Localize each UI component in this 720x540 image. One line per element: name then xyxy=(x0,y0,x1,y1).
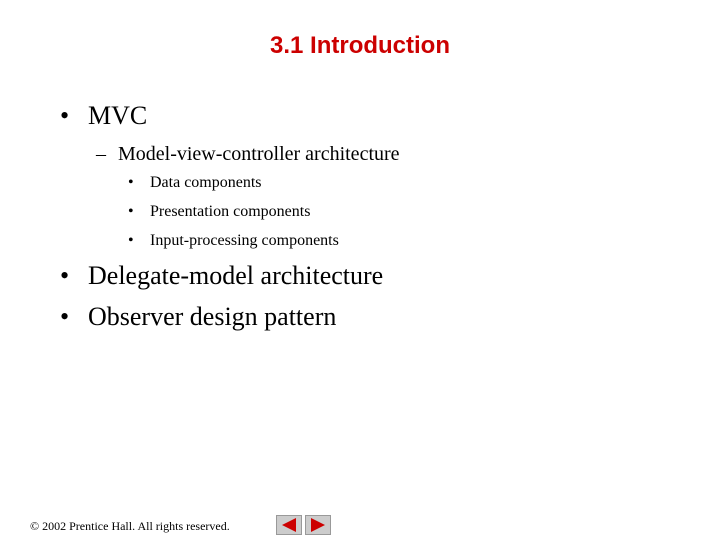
bullet-marker: • xyxy=(128,203,134,220)
bullet-marker: • xyxy=(128,232,134,249)
sub-sub-bullet-input-processing xyxy=(128,231,339,251)
sub-sub-bullet-text: Input-processing components xyxy=(150,232,339,249)
bullet-marker: • xyxy=(60,261,70,290)
sub-sub-bullet-presentation xyxy=(128,202,310,222)
bullet-delegate-model xyxy=(60,261,383,291)
copyright-footer xyxy=(30,519,230,533)
sub-sub-bullet-text: Presentation components xyxy=(150,203,311,220)
sub-bullet-mvc-architecture xyxy=(96,142,400,166)
sub-sub-bullet-text: Data components xyxy=(150,174,262,191)
sub-sub-bullet-data xyxy=(128,173,262,193)
bullet-mvc xyxy=(60,101,147,131)
triangle-right-icon xyxy=(306,516,330,534)
bullet-marker: • xyxy=(128,174,134,191)
copyright-symbol: © xyxy=(30,519,40,533)
dash-marker: – xyxy=(96,143,106,165)
bullet-observer xyxy=(60,302,336,332)
bullet-text: Delegate-model architecture xyxy=(88,261,384,290)
bullet-text: MVC xyxy=(88,101,148,130)
triangle-left-icon xyxy=(277,516,301,534)
copyright-text: 2002 Prentice Hall. All rights reserved. xyxy=(42,519,230,533)
bullet-marker: • xyxy=(60,302,70,331)
sub-bullet-text: Model-view-controller architecture xyxy=(118,143,400,165)
slide-title: 3.1 Introduction xyxy=(270,32,450,59)
previous-slide-button[interactable] xyxy=(276,515,302,535)
bullet-marker: • xyxy=(60,101,70,130)
next-slide-button[interactable] xyxy=(305,515,331,535)
bullet-text: Observer design pattern xyxy=(88,302,337,331)
